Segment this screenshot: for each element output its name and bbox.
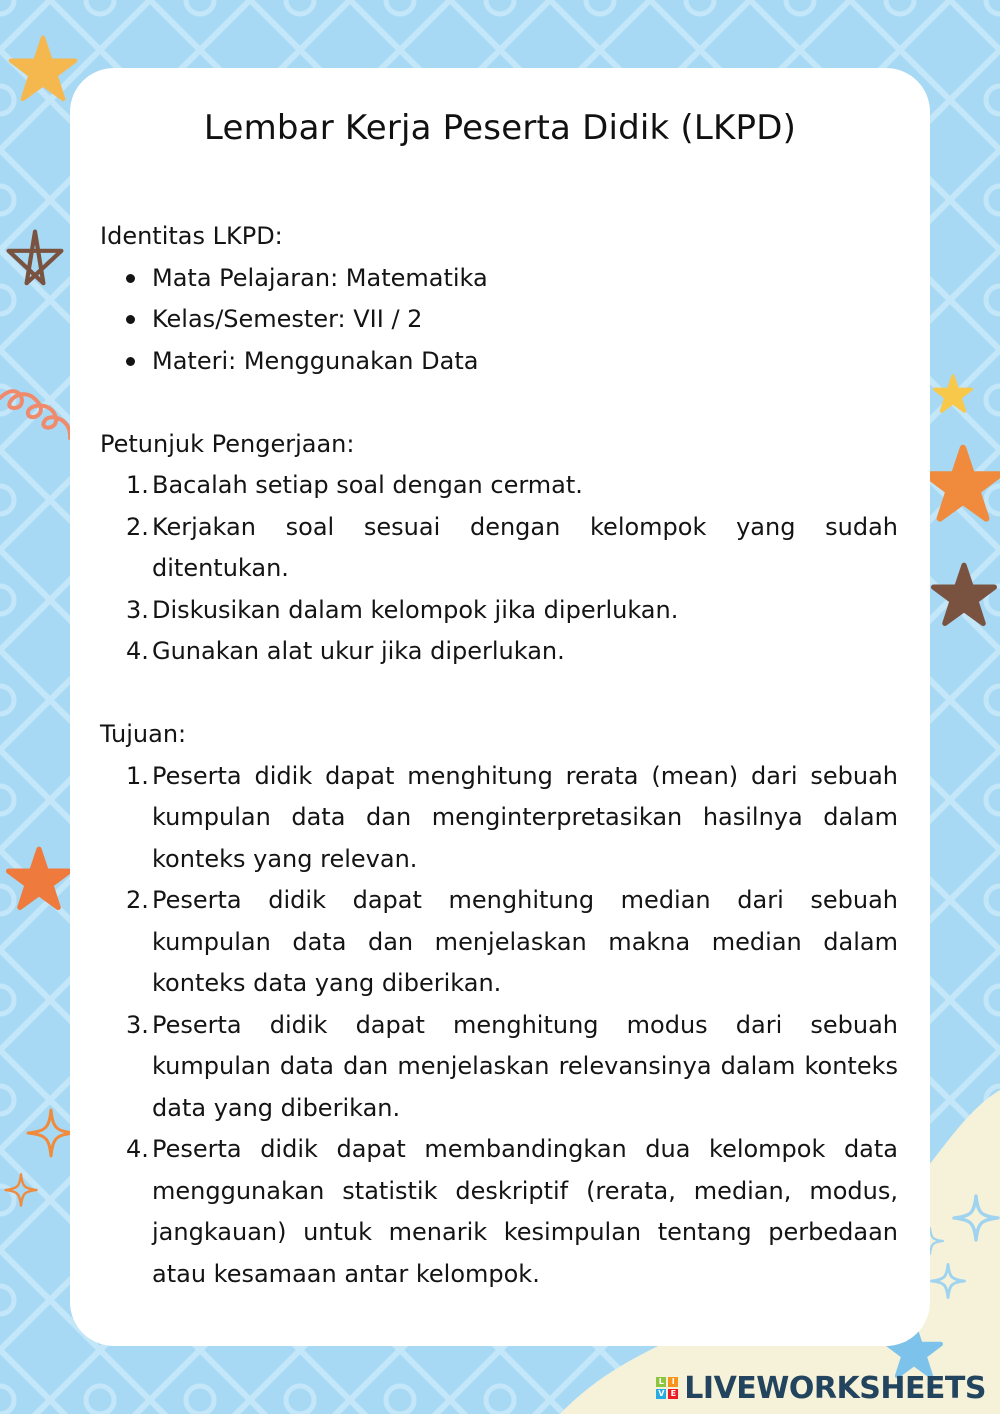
liveworksheets-label: LIVEWORKSHEETS — [684, 1370, 986, 1406]
list-item: 1. Peserta didik dapat menghitung rerata (mean) dari sebuah kumpulan data dan menginterpretasikan hasilnya dalam konteks yang relevan. — [126, 761, 898, 873]
liveworksheets-logo[interactable] — [656, 1370, 986, 1406]
list-item: 3. Diskusikan dalam kelompok jika diperlukan. — [126, 595, 679, 624]
list-item: 1. Bacalah setiap soal dengan cermat. — [126, 471, 583, 499]
sparkle-icon — [930, 1262, 966, 1300]
worksheet-content — [100, 216, 898, 1295]
list-item: 4. Peserta didik dapat membandingkan dua kelompok data menggunakan statistik deskriptif (rerata, median, modus, jangkauan) untuk menarik kesimpulan tentang perbedaan atau kesamaan antar kelompok. — [126, 1135, 898, 1288]
list-item: Kelas/Semester: VII / 2 — [100, 299, 898, 341]
list-item: 3. Peserta didik dapat menghitung modus dari sebuah kumpulan data dan menjelaskan relevansinya dalam konteks data yang diberikan. — [126, 1010, 898, 1122]
star-icon — [8, 34, 78, 104]
identitas-list — [100, 258, 898, 383]
list-item: 2. Peserta didik dapat menghitung median dari sebuah kumpulan data dan menjelaskan makna median dalam konteks data yang diberikan. — [126, 886, 898, 997]
sparkle-icon — [4, 1172, 38, 1208]
list-item: 2. Kerjakan soal sesuai dengan kelompok yang sudah ditentukan. — [126, 512, 898, 582]
petunjuk-list — [100, 465, 898, 673]
tujuan-heading: Tujuan: — [100, 720, 187, 748]
list-item: Mata Pelajaran: Matematika — [100, 258, 898, 300]
list-item: Materi: Menggunakan Data — [100, 341, 898, 383]
identitas-heading: Identitas LKPD: — [100, 222, 283, 250]
bullet-icon — [126, 274, 135, 283]
star-outline-icon — [4, 228, 66, 288]
star-icon — [932, 374, 974, 414]
sparkle-icon — [26, 1106, 76, 1160]
bullet-icon — [126, 315, 135, 324]
sparkle-icon — [952, 1192, 1000, 1244]
petunjuk-heading: Petunjuk Pengerjaan: — [100, 429, 355, 458]
squiggle-icon — [0, 378, 80, 448]
page-title: Lembar Kerja Peserta Didik (LKPD) — [203, 108, 797, 148]
liveworksheets-logo-icon: L I V E — [656, 1377, 678, 1399]
bullet-icon — [126, 357, 135, 366]
tujuan-list — [100, 756, 898, 1296]
list-item: 4. Gunakan alat ukur jika diperlukan. — [126, 637, 565, 665]
star-icon — [6, 846, 72, 912]
star-icon — [922, 444, 1000, 524]
star-icon — [930, 562, 998, 628]
